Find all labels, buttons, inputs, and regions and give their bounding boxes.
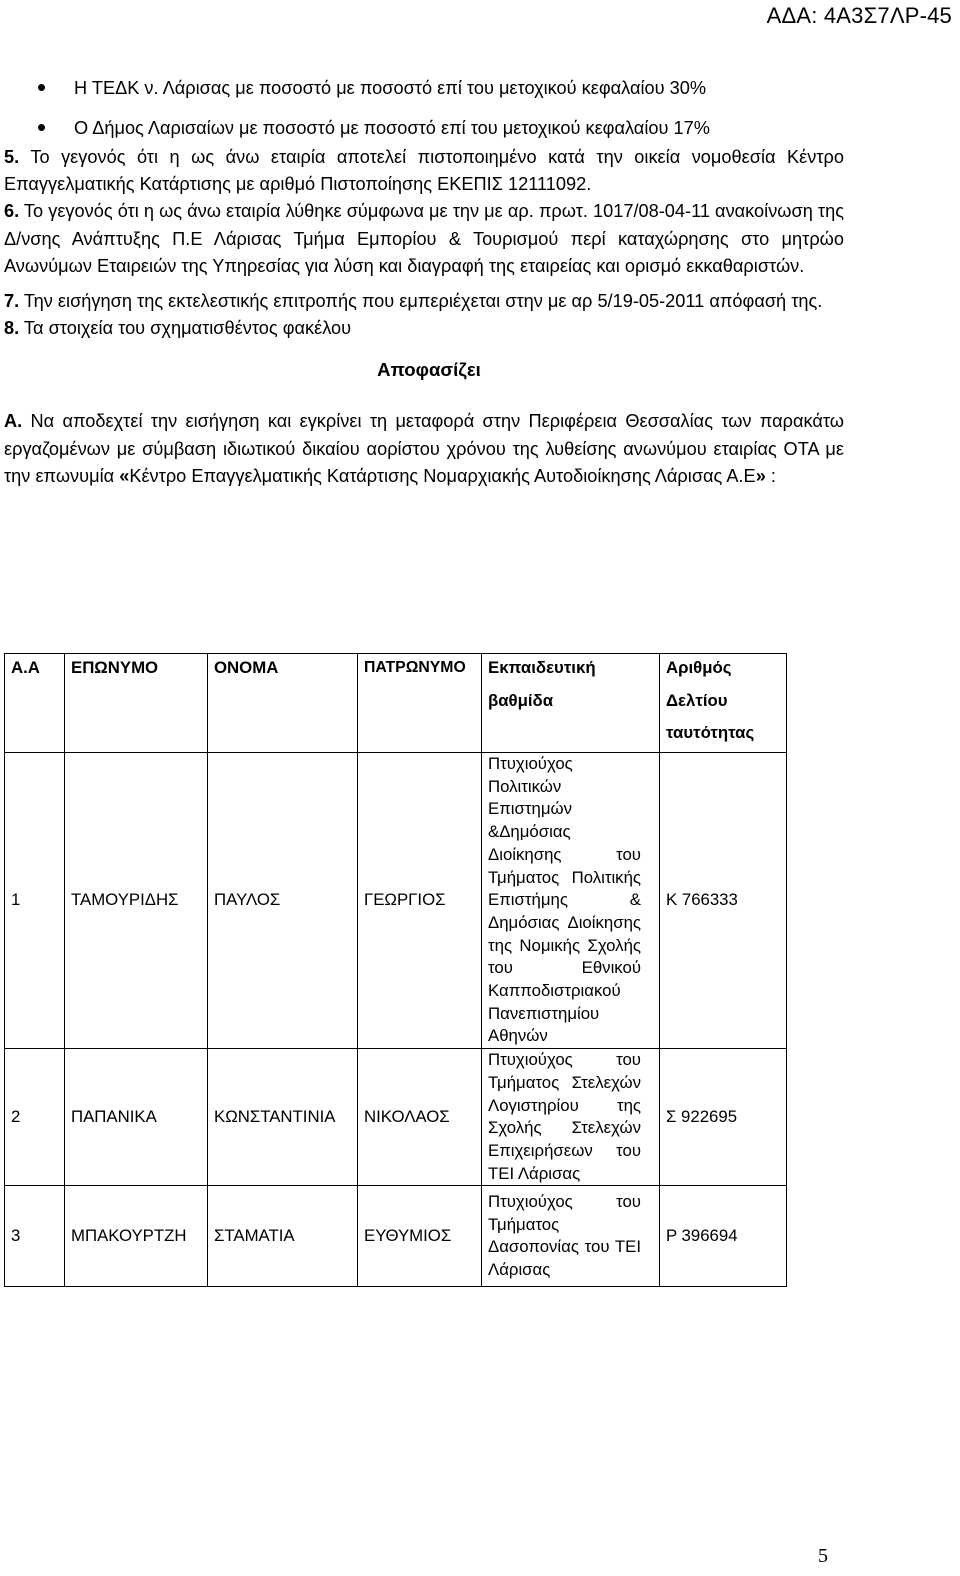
- cell-id-number: Κ 766333: [660, 753, 787, 1049]
- cell-education: [482, 753, 660, 1049]
- company-name: Κέντρο Επαγγελματικής Κατάρτισης Νομαρχιακής Αυτοδιοίκησης Λάρισας Α.Ε: [129, 465, 756, 486]
- cell-name: ΣΤΑΜΑΤΙΑ: [208, 1186, 358, 1287]
- quote-open: «: [119, 465, 130, 486]
- cell-aa: 3: [5, 1186, 65, 1287]
- table-row: [5, 1049, 787, 1186]
- header-id-line-3: ταυτότητας: [666, 723, 755, 743]
- education-line: Πτυχιούχος του: [488, 1191, 641, 1211]
- education-line: Λάρισας: [488, 1260, 551, 1280]
- cell-id-number: Ρ 396694: [660, 1186, 787, 1287]
- cell-education: [482, 1049, 660, 1186]
- table-row: [5, 1186, 787, 1287]
- item-8: [4, 315, 844, 342]
- page-number: 5: [818, 1545, 828, 1567]
- education-line: του Εθνικού: [488, 958, 641, 978]
- education-line: Δασοπονίας του ΤΕΙ: [488, 1237, 641, 1257]
- education-line: Λογιστηρίου της: [488, 1095, 641, 1115]
- education-line: Πτυχιούχος: [488, 754, 573, 773]
- education-line: Πολιτικών: [488, 776, 562, 796]
- education-line: Τμήματος: [488, 1214, 560, 1234]
- header-education-line-1: Εκπαιδευτική: [488, 658, 596, 677]
- cell-father-name: ΓΕΩΡΓΙΟΣ: [358, 753, 482, 1049]
- header-aa: Α.Α: [5, 654, 65, 753]
- cell-aa: 2: [5, 1049, 65, 1186]
- cell-name: ΚΩΝΣΤΑΝΤΙΝΙΑ: [208, 1049, 358, 1186]
- decision-text: Να αποδεχτεί την εισήγηση και εγκρίνει τη μεταφορά στην Περιφέρεια Θεσσαλίας των παρακάτω εργαζομένων με σύμβαση ιδιωτικού δικαίου αορίστου χρόνου της λυθείσης ανωνύμου εταιρίας ΟΤΑ με την επωνυμία: [4, 411, 844, 486]
- education-line: Επιστημών: [488, 799, 572, 819]
- item-7: [4, 288, 844, 315]
- cell-surname: ΠΑΠΑΝΙΚΑ: [65, 1049, 208, 1186]
- list-item: Ο Δήμος Λαρισαίων με ποσοστό με ποσοστό επί του μετοχικού κεφαλαίου 17%: [4, 116, 844, 156]
- employees-table: [4, 653, 787, 1287]
- item-text: Τα στοιχεία του σχηματισθέντος φακέλου: [19, 318, 352, 339]
- item-text: Την εισήγηση της εκτελεστικής επιτροπής που εμπεριέχεται στην με αρ 5/19-05-2011 απόφασή της.: [19, 291, 823, 312]
- table-row: [5, 753, 787, 1049]
- cell-id-number: Σ 922695: [660, 1049, 787, 1186]
- cell-surname: ΤΑΜΟΥΡΙΔΗΣ: [65, 753, 208, 1049]
- header-father-label: ΠΑΤΡΩΝΥΜΟ: [364, 659, 466, 676]
- item-number: 8.: [4, 318, 20, 339]
- item-number: 7.: [4, 291, 20, 312]
- education-line: Πτυχιούχος του: [488, 1050, 641, 1070]
- cell-name: ΠΑΥΛΟΣ: [208, 753, 358, 1049]
- decision-suffix: :: [765, 465, 776, 486]
- item-number: 5.: [4, 147, 20, 167]
- education-line: Πανεπιστημίου: [488, 1003, 600, 1023]
- education-line: Επιχειρήσεων του: [488, 1140, 641, 1160]
- ada-code: ΑΔΑ: 4Α3Σ7ΛΡ-45: [766, 3, 952, 28]
- education-line: Τμήματος Στελεχών: [488, 1072, 641, 1092]
- decision-title: Αποφασίζει: [377, 359, 481, 381]
- list-item: Η ΤΕΔΚ ν. Λάρισας με ποσοστό με ποσοστό επί του μετοχικού κεφαλαίου 30%: [4, 76, 844, 116]
- education-line: Τμήματος Πολιτικής: [488, 867, 641, 887]
- cell-father-name: ΕΥΘΥΜΙΟΣ: [358, 1186, 482, 1287]
- header-father-name: [358, 654, 482, 753]
- cell-surname: ΜΠΑΚΟΥΡΤΖΗ: [65, 1186, 208, 1287]
- item-text: Το γεγονός ότι η ως άνω εταιρία λύθηκε σύμφωνα με την με αρ. πρωτ. 1017/08-04-11 ανακοίνωση της Δ/νσης Ανάπτυξης Π.Ε Λάρισας Τμήμα Εμπορίου & Τουρισμού περί καταχώρησης στο μητρώο Ανωνύμων Εταιρειών της Υπηρεσίας για λύση και διαγραφή της εταιρείας και ορισμό εκκαθαριστών.: [4, 201, 844, 276]
- header-spacer: [488, 680, 659, 690]
- education-line: Επιστήμης &: [488, 890, 641, 910]
- education-line: Καπποδιστριακού: [488, 981, 621, 1001]
- header-id-line-1: Αριθμός: [666, 658, 732, 677]
- header-name: ΟΝΟΜΑ: [208, 654, 358, 753]
- header-spacer: [666, 712, 786, 722]
- cell-aa: 1: [5, 753, 65, 1049]
- header-education-line-2: βαθμίδα: [488, 690, 554, 710]
- decision-label: Α.: [4, 411, 23, 432]
- education-line: ΤΕΙ Λάρισας: [488, 1163, 581, 1183]
- header-id: [660, 654, 787, 753]
- cell-father-name: ΝΙΚΟΛΑΟΣ: [358, 1049, 482, 1186]
- header-id-line-2: Δελτίου: [666, 690, 728, 710]
- education-line: Σχολής Στελεχών: [488, 1118, 641, 1138]
- education-line: της Νομικής Σχολής: [488, 935, 641, 955]
- decision-a: [4, 408, 844, 490]
- header-education: [482, 654, 660, 753]
- item-text: Το γεγονός ότι η ως άνω εταιρία αποτελεί πιστοποιημένο κατά την οικεία νομοθεσία Κέντρο Επαγγελματικής Κατάρτισης με αριθμό Πιστοποίησης ΕΚΕΠΙΣ 12111092.: [4, 147, 844, 195]
- document-body: [4, 76, 844, 490]
- education-line: &Δημόσιας: [488, 822, 571, 842]
- quote-close: »: [755, 465, 766, 486]
- cell-education: [482, 1186, 660, 1287]
- education-line: Αθηνών: [488, 1026, 548, 1046]
- table-header-row: [5, 654, 787, 753]
- item-number: 6.: [4, 201, 20, 222]
- header-surname: ΕΠΩΝΥΜΟ: [65, 654, 208, 753]
- header-spacer: [666, 680, 786, 690]
- employees-table-wrap: [4, 653, 786, 1287]
- shareholder-list: [4, 76, 844, 156]
- education-line: Διοίκησης του: [488, 844, 641, 864]
- education-line: Δημόσιας Διοίκησης: [488, 912, 641, 932]
- item-6: [4, 198, 844, 280]
